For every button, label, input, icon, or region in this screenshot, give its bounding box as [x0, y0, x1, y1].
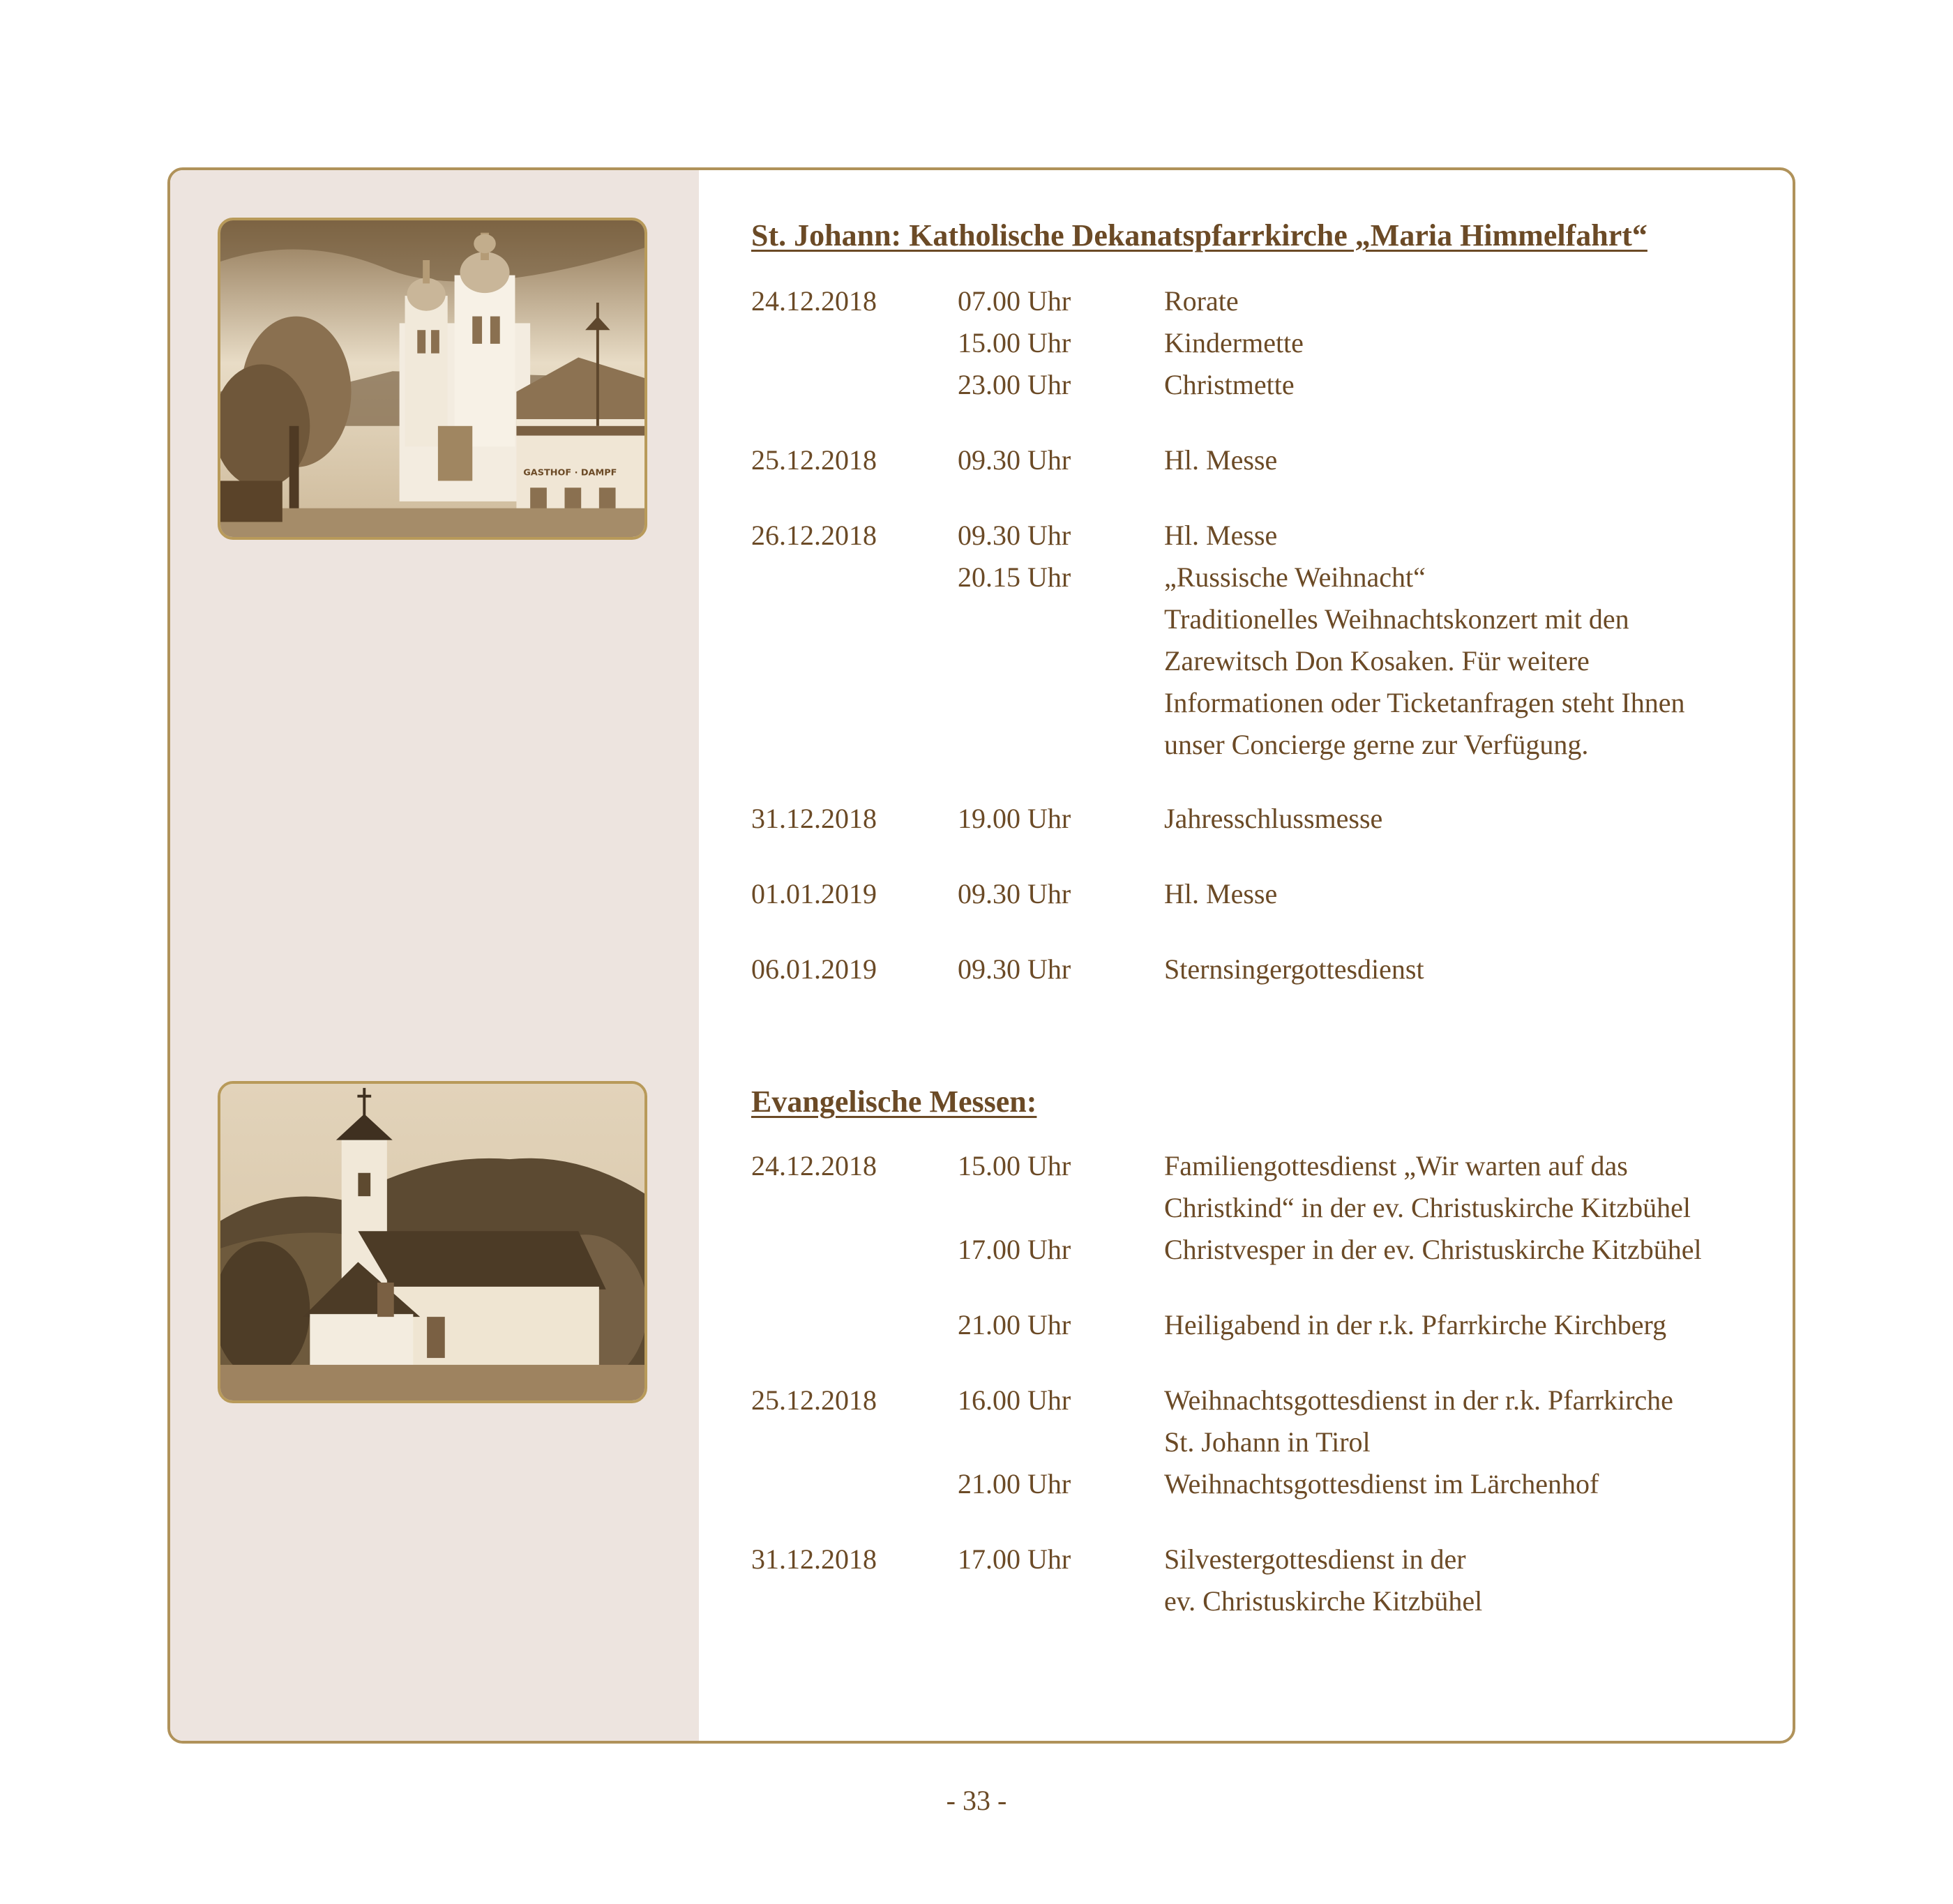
row-date: 24.12.2018	[751, 285, 877, 317]
row-description	[1164, 439, 1764, 481]
row-time: 23.00 Uhr	[958, 369, 1071, 400]
row-time: 16.00 Uhr	[958, 1384, 1071, 1416]
description-line: Sternsingergottesdienst	[1164, 953, 1424, 985]
description-line: Heiligabend in der r.k. Pfarrkirche Kirchberg	[1164, 1309, 1667, 1340]
row-time: 07.00 Uhr	[958, 285, 1071, 317]
row-description	[1164, 1463, 1764, 1505]
description-line: Zarewitsch Don Kosaken. Für weitere	[1164, 645, 1590, 677]
row-description	[1164, 364, 1764, 406]
row-time: 09.30 Uhr	[958, 953, 1071, 985]
row-description	[1164, 1229, 1764, 1271]
chapel-photo	[218, 1081, 647, 1403]
row-description	[1164, 557, 1764, 766]
row-time: 17.00 Uhr	[958, 1543, 1071, 1575]
row-description	[1164, 322, 1764, 364]
row-description	[1164, 1539, 1764, 1622]
chapel-illustration	[220, 1084, 644, 1400]
description-line: Christvesper in der ev. Christuskirche Kitzbühel	[1164, 1234, 1702, 1265]
description-line: Hl. Messe	[1164, 878, 1278, 909]
row-date: 25.12.2018	[751, 1384, 877, 1416]
description-line: Informationen oder Ticketanfragen steht Ihnen	[1164, 687, 1685, 718]
row-date: 26.12.2018	[751, 520, 877, 551]
schedule-card	[167, 167, 1795, 1744]
row-description	[1164, 1145, 1764, 1229]
row-date: 06.01.2019	[751, 953, 877, 985]
description-line: Weihnachtsgottesdienst im Lärchenhof	[1164, 1468, 1599, 1499]
description-line: unser Concierge gerne zur Verfügung.	[1164, 729, 1589, 760]
row-time: 20.15 Uhr	[958, 561, 1071, 593]
row-time: 15.00 Uhr	[958, 327, 1071, 358]
description-line: Familiengottesdienst „Wir warten auf das	[1164, 1150, 1628, 1181]
row-time: 21.00 Uhr	[958, 1309, 1071, 1340]
sidebar-panel	[170, 170, 699, 1741]
row-date: 31.12.2018	[751, 803, 877, 834]
row-description	[1164, 873, 1764, 915]
row-date: 24.12.2018	[751, 1150, 877, 1181]
description-line: „Russische Weihnacht“	[1164, 561, 1426, 593]
photo-sign-text: GASTHOF · DAMPF	[523, 467, 617, 478]
row-description	[1164, 515, 1764, 557]
row-date: 01.01.2019	[751, 878, 877, 909]
section-heading-st-johann: St. Johann: Katholische Dekanatspfarrkirche „Maria Himmelfahrt“	[751, 218, 1647, 252]
row-time: 19.00 Uhr	[958, 803, 1071, 834]
section-heading-evangelical: Evangelische Messen:	[751, 1085, 1037, 1119]
row-date: 25.12.2018	[751, 444, 877, 476]
description-line: Hl. Messe	[1164, 520, 1278, 551]
description-line: Christkind“ in der ev. Christuskirche Kitzbühel	[1164, 1192, 1691, 1223]
row-description	[1164, 280, 1764, 322]
church-photo-st-johann	[218, 218, 647, 540]
baroque-church-illustration	[220, 220, 644, 537]
description-line: Weihnachtsgottesdienst in der r.k. Pfarrkirche	[1164, 1384, 1673, 1416]
row-description	[1164, 798, 1764, 840]
row-description	[1164, 949, 1764, 990]
row-description	[1164, 1380, 1764, 1463]
page-number: - 33 -	[946, 1785, 1007, 1816]
row-time: 15.00 Uhr	[958, 1150, 1071, 1181]
row-time: 09.30 Uhr	[958, 520, 1071, 551]
description-line: Silvestergottesdienst in der	[1164, 1543, 1466, 1575]
description-line: Traditionelles Weihnachtskonzert mit den	[1164, 603, 1629, 635]
description-line: Rorate	[1164, 285, 1239, 317]
row-date: 31.12.2018	[751, 1543, 877, 1575]
description-line: Kindermette	[1164, 327, 1304, 358]
row-time: 17.00 Uhr	[958, 1234, 1071, 1265]
row-time: 09.30 Uhr	[958, 444, 1071, 476]
row-time: 09.30 Uhr	[958, 878, 1071, 909]
row-time: 21.00 Uhr	[958, 1468, 1071, 1499]
description-line: Hl. Messe	[1164, 444, 1278, 476]
description-line: ev. Christuskirche Kitzbühel	[1164, 1585, 1483, 1617]
description-line: Christmette	[1164, 369, 1295, 400]
row-description	[1164, 1304, 1764, 1346]
description-line: St. Johann in Tirol	[1164, 1426, 1371, 1458]
description-line: Jahresschlussmesse	[1164, 803, 1383, 834]
